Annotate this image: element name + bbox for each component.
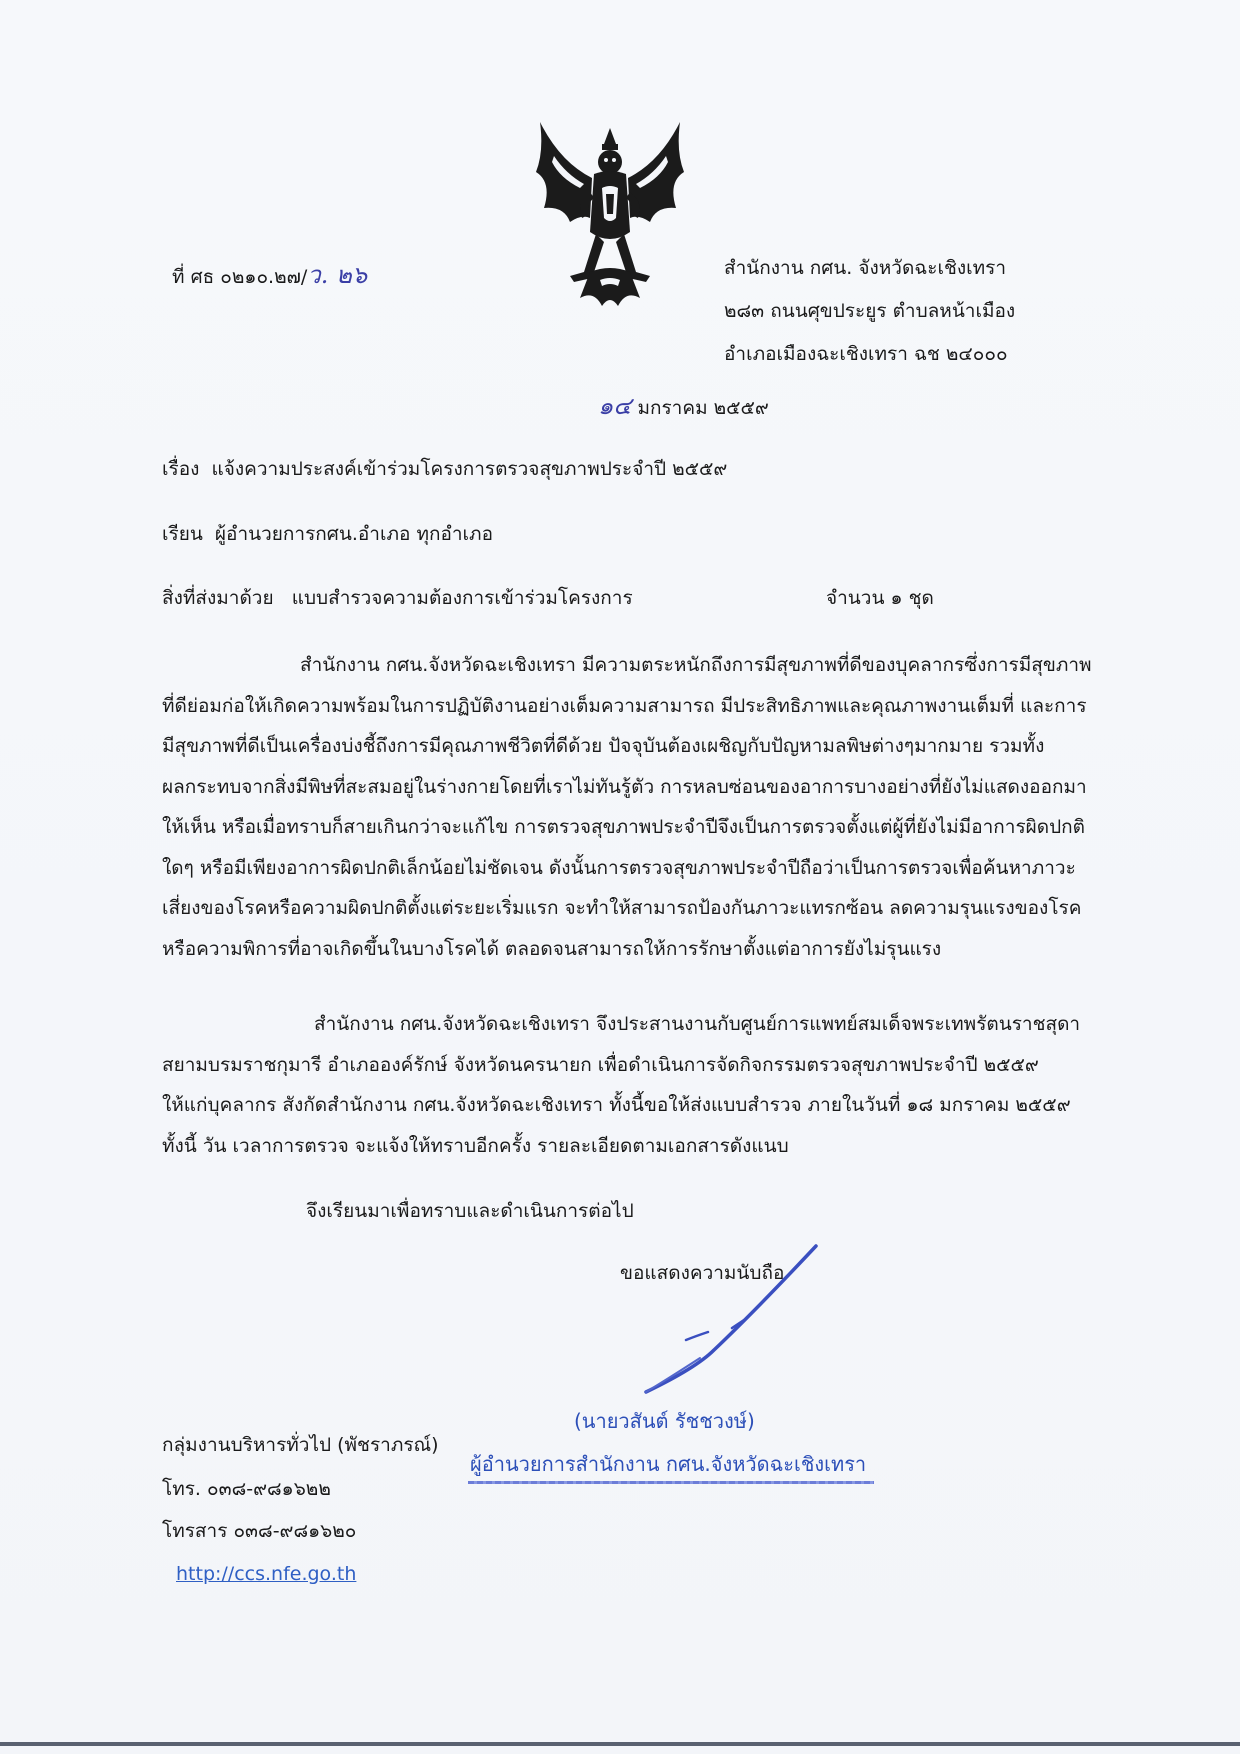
enclosure-text: แบบสำรวจความต้องการเข้าร่วมโครงการ (291, 587, 633, 609)
paragraph-line: สำนักงาน กศน.จังหวัดฉะเชิงเทรา มีความตระหนักถึงการมีสุขภาพที่ดีของบุคลากรซึ่งการมีสุขภาพ (300, 654, 1092, 676)
paragraph-line: สยามบรมราชกุมารี อำเภอองค์รักษ์ จังหวัดนครนายก เพื่อดำเนินการจัดกิจกรรมตรวจสุขภาพประจำปี ๒๕๕๙ (162, 1053, 1039, 1076)
paragraph-line: หรือความพิการที่อาจเกิดขึ้นในบางโรคได้ ตลอดจนสามารถให้การรักษาตั้งแต่อาการยังไม่รุนแรง (162, 937, 942, 960)
letter-date (598, 393, 769, 421)
agency-name: สำนักงาน กศน. จังหวัดฉะเชิงเทรา (724, 257, 1007, 279)
reference-number: ที่ ศธ ๐๒๑๐.๒๗/ว. ๒๖ (172, 261, 368, 289)
enclosure-line (162, 585, 633, 611)
signature-closing: ขอแสดงความนับถือ (620, 1262, 785, 1284)
contact-fax: โทรสาร ๐๓๘-๙๘๑๖๒๐ (162, 1520, 357, 1542)
signatory-name: (นายวสันต์ รัชชวงษ์) (574, 1409, 755, 1433)
date-month-year: มกราคม ๒๕๕๙ (637, 397, 769, 419)
website-link[interactable]: http://ccs.nfe.go.th (176, 1563, 357, 1585)
scan-bottom-edge (0, 1742, 1240, 1746)
paragraph-line: สำนักงาน กศน.จังหวัดฉะเชิงเทรา จึงประสานงานกับศูนย์การแพทย์สมเด็จพระเทพรัตนราชสุดา (314, 1013, 1081, 1035)
contact-phone: โทร. ๐๓๘-๙๘๑๖๒๒ (162, 1478, 331, 1500)
paragraph-line: เสี่ยงของโรคหรือความผิดปกติตั้งแต่ระยะเริ่มแรก จะทำให้สามารถป้องกันภาวะแทรกซ้อน ลดความรุนแรงของโรค (162, 897, 1082, 919)
signature-underline (468, 1481, 874, 1484)
handwritten-signature-icon (636, 1240, 836, 1400)
reference-number-handwritten: ว. ๒๖ (307, 261, 368, 289)
paragraph-line: ให้แก่บุคลากร สังกัดสำนักงาน กศน.จังหวัดฉะเชิงเทรา ทั้งนี้ขอให้ส่งแบบสำรวจ ภายในวันที่ ๑๘ มกราคม ๒๕๕๙ (162, 1094, 1071, 1116)
recipient-line (162, 521, 493, 547)
body-paragraph-1 (162, 645, 1142, 969)
closing-request: จึงเรียนมาเพื่อทราบและดำเนินการต่อไป (306, 1200, 634, 1222)
subject-label: เรื่อง (162, 458, 200, 480)
signatory-position: ผู้อำนวยการสำนักงาน กศน.จังหวัดฉะเชิงเทรา (470, 1452, 867, 1476)
paragraph-line: ผลกระทบจากสิ่งมีพิษที่สะสมอยู่ในร่างกายโดยที่เราไม่ทันรู้ตัว การหลบซ่อนของอาการบางอย่างที่ยังไม่แสดงออกมา (162, 775, 1087, 798)
paragraph-line: ที่ดีย่อมก่อให้เกิดความพร้อมในการปฏิบัติงานอย่างเต็มความสามารถ มีประสิทธิภาพและคุณภาพงานเต็มที่ และการ (162, 694, 1087, 717)
paragraph-line: ทั้งนี้ วัน เวลาการตรวจ จะแจ้งให้ทราบอีกครั้ง รายละเอียดตามเอกสารดังแนบ (162, 1134, 789, 1157)
body-paragraph-2 (162, 1004, 1142, 1166)
enclosure-quantity: จำนวน ๑ ชุด (826, 587, 934, 609)
recipient-label: เรียน (162, 523, 203, 545)
date-day-handwritten: ๑๔ (598, 392, 632, 420)
address-line-2: อำเภอเมืองฉะเชิงเทรา ฉช ๒๔๐๐๐ (724, 343, 1008, 365)
subject-line (162, 456, 727, 482)
enclosure-label: สิ่งที่ส่งมาด้วย (162, 587, 274, 609)
subject-text: แจ้งความประสงค์เข้าร่วมโครงการตรวจสุขภาพประจำปี ๒๕๕๙ (211, 458, 728, 480)
address-line-1: ๒๘๓ ถนนศุขประยูร ตำบลหน้าเมือง (724, 300, 1016, 322)
contact-department: กลุ่มงานบริหารทั่วไป (พัชราภรณ์) (162, 1434, 439, 1456)
paragraph-line: ให้เห็น หรือเมื่อทราบก็สายเกินกว่าจะแก้ไข การตรวจสุขภาพประจำปีจึงเป็นการตรวจตั้งแต่ผู้ที่ยังไม่มีอาการผิดปกติ (162, 816, 1086, 838)
paragraph-line: ใดๆ หรือมีเพียงอาการผิดปกติเล็กน้อยไม่ชัดเจน ดังนั้นการตรวจสุขภาพประจำปีถือว่าเป็นการตรวจเพื่อค้นหาภาวะ (162, 856, 1076, 879)
garuda-emblem-icon (530, 122, 690, 310)
paragraph-line: มีสุขภาพที่ดีเป็นเครื่องบ่งชี้ถึงการมีคุณภาพชีวิตที่ดีด้วย ปัจจุบันต้องเผชิญกับปัญหามลพิษต่างๆมากมาย รวมทั้ง (162, 735, 1045, 757)
recipient-text: ผู้อำนวยการกศน.อำเภอ ทุกอำเภอ (214, 523, 493, 545)
